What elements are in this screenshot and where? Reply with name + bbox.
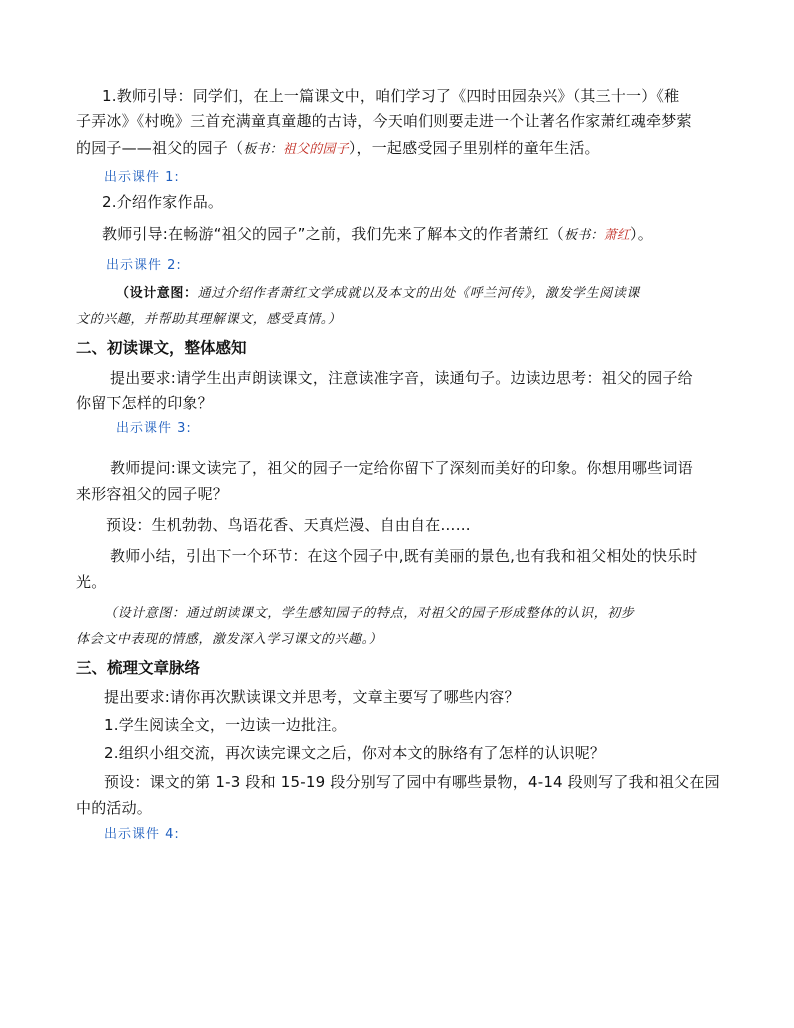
board-value-garden: 祖父的园子	[282, 142, 349, 157]
section-heading-3: 三、梳理文章脉络	[76, 659, 201, 677]
design-intent-2-line-1: （设计意图：通过朗读课文，学生感知园子的特点，对祖父的园子形成整体的认识，初步	[104, 606, 635, 621]
paragraph-intro-line-3	[76, 137, 600, 161]
intro-text-b: ），一起感受园子里别样的童年生活。	[348, 139, 600, 157]
courseware-label-1: 出示课件 1:	[104, 170, 180, 185]
design-intent-1-line-1	[116, 283, 640, 305]
courseware-label-4: 出示课件 4:	[104, 827, 180, 842]
paragraph-step-1: 1.学生阅读全文，一边读一边批注。	[104, 716, 347, 734]
paragraph-intro-line-1: 1.教师引导：同学们，在上一篇课文中，咱们学习了《四时田园杂兴》（其三十一）《稚	[102, 87, 680, 105]
paragraph-preset-words: 预设：生机勃勃、鸟语花香、天真烂漫、自由自在……	[106, 516, 471, 534]
paragraph-reread-requirement: 提出要求:请你再次默读课文并思考，文章主要写了哪些内容？	[104, 688, 520, 706]
board-label-2: 板书：	[564, 228, 604, 243]
paragraph-author-intro: 2.介绍作家作品。	[102, 193, 224, 211]
paragraph-question-line-1: 教师提问:课文读完了，祖父的园子一定给你留下了深刻而美好的印象。你想用哪些词语	[110, 459, 693, 477]
design-intent-label: （设计意图：	[116, 286, 198, 301]
design-intent-1-line-2: 文的兴趣，并帮助其理解课文，感受真情。）	[76, 312, 342, 327]
paragraph-requirement-line-2: 你留下怎样的印象？	[76, 394, 213, 412]
paragraph-summary-line-2: 光。	[76, 573, 107, 591]
courseware-label-3: 出示课件 3:	[116, 421, 192, 436]
paragraph-preset-structure-line-2: 中的活动。	[76, 799, 153, 817]
paragraph-preset-structure-line-1: 预设：课文的第 1-3 段和 15-19 段分别写了园中有哪些景物，4-14 段则写了我和祖父在园	[104, 773, 720, 791]
intro-text-a: 的园子——祖父的园子（	[76, 139, 244, 157]
paragraph-author-guide	[102, 223, 653, 247]
board-label: 板书：	[243, 142, 283, 157]
paragraph-intro-line-2: 子弄冰》《村晚》三首充满童真童趣的古诗，今天咱们则要走进一个让著名作家萧红魂牵梦萦	[76, 112, 692, 130]
author-text-b: ）。	[630, 225, 653, 243]
section-heading-2: 二、初读课文，整体感知	[76, 339, 247, 357]
paragraph-requirement-line-1: 提出要求:请学生出声朗读课文，注意读准字音，读通句子。边读边思考：祖父的园子给	[110, 369, 693, 387]
paragraph-step-2: 2.组织小组交流，再次读完课文之后，你对本文的脉络有了怎样的认识呢？	[104, 744, 606, 762]
board-value-author: 萧红	[603, 228, 631, 243]
design-intent-2-line-2: 体会文中表现的情感，激发深入学习课文的兴趣。）	[76, 632, 383, 647]
paragraph-summary-line-1: 教师小结，引出下一个环节：在这个园子中,既有美丽的景色,也有我和祖父相处的快乐时	[110, 547, 698, 565]
paragraph-question-line-2: 来形容祖父的园子呢？	[76, 485, 229, 503]
design-intent-1-text: 通过介绍作者萧红文学成就以及本文的出处《呼兰河传》，激发学生阅读课	[197, 286, 640, 301]
author-text-a: 教师引导:在畅游“祖父的园子”之前，我们先来了解本文的作者萧红（	[102, 225, 564, 243]
courseware-label-2: 出示课件 2:	[106, 258, 182, 273]
